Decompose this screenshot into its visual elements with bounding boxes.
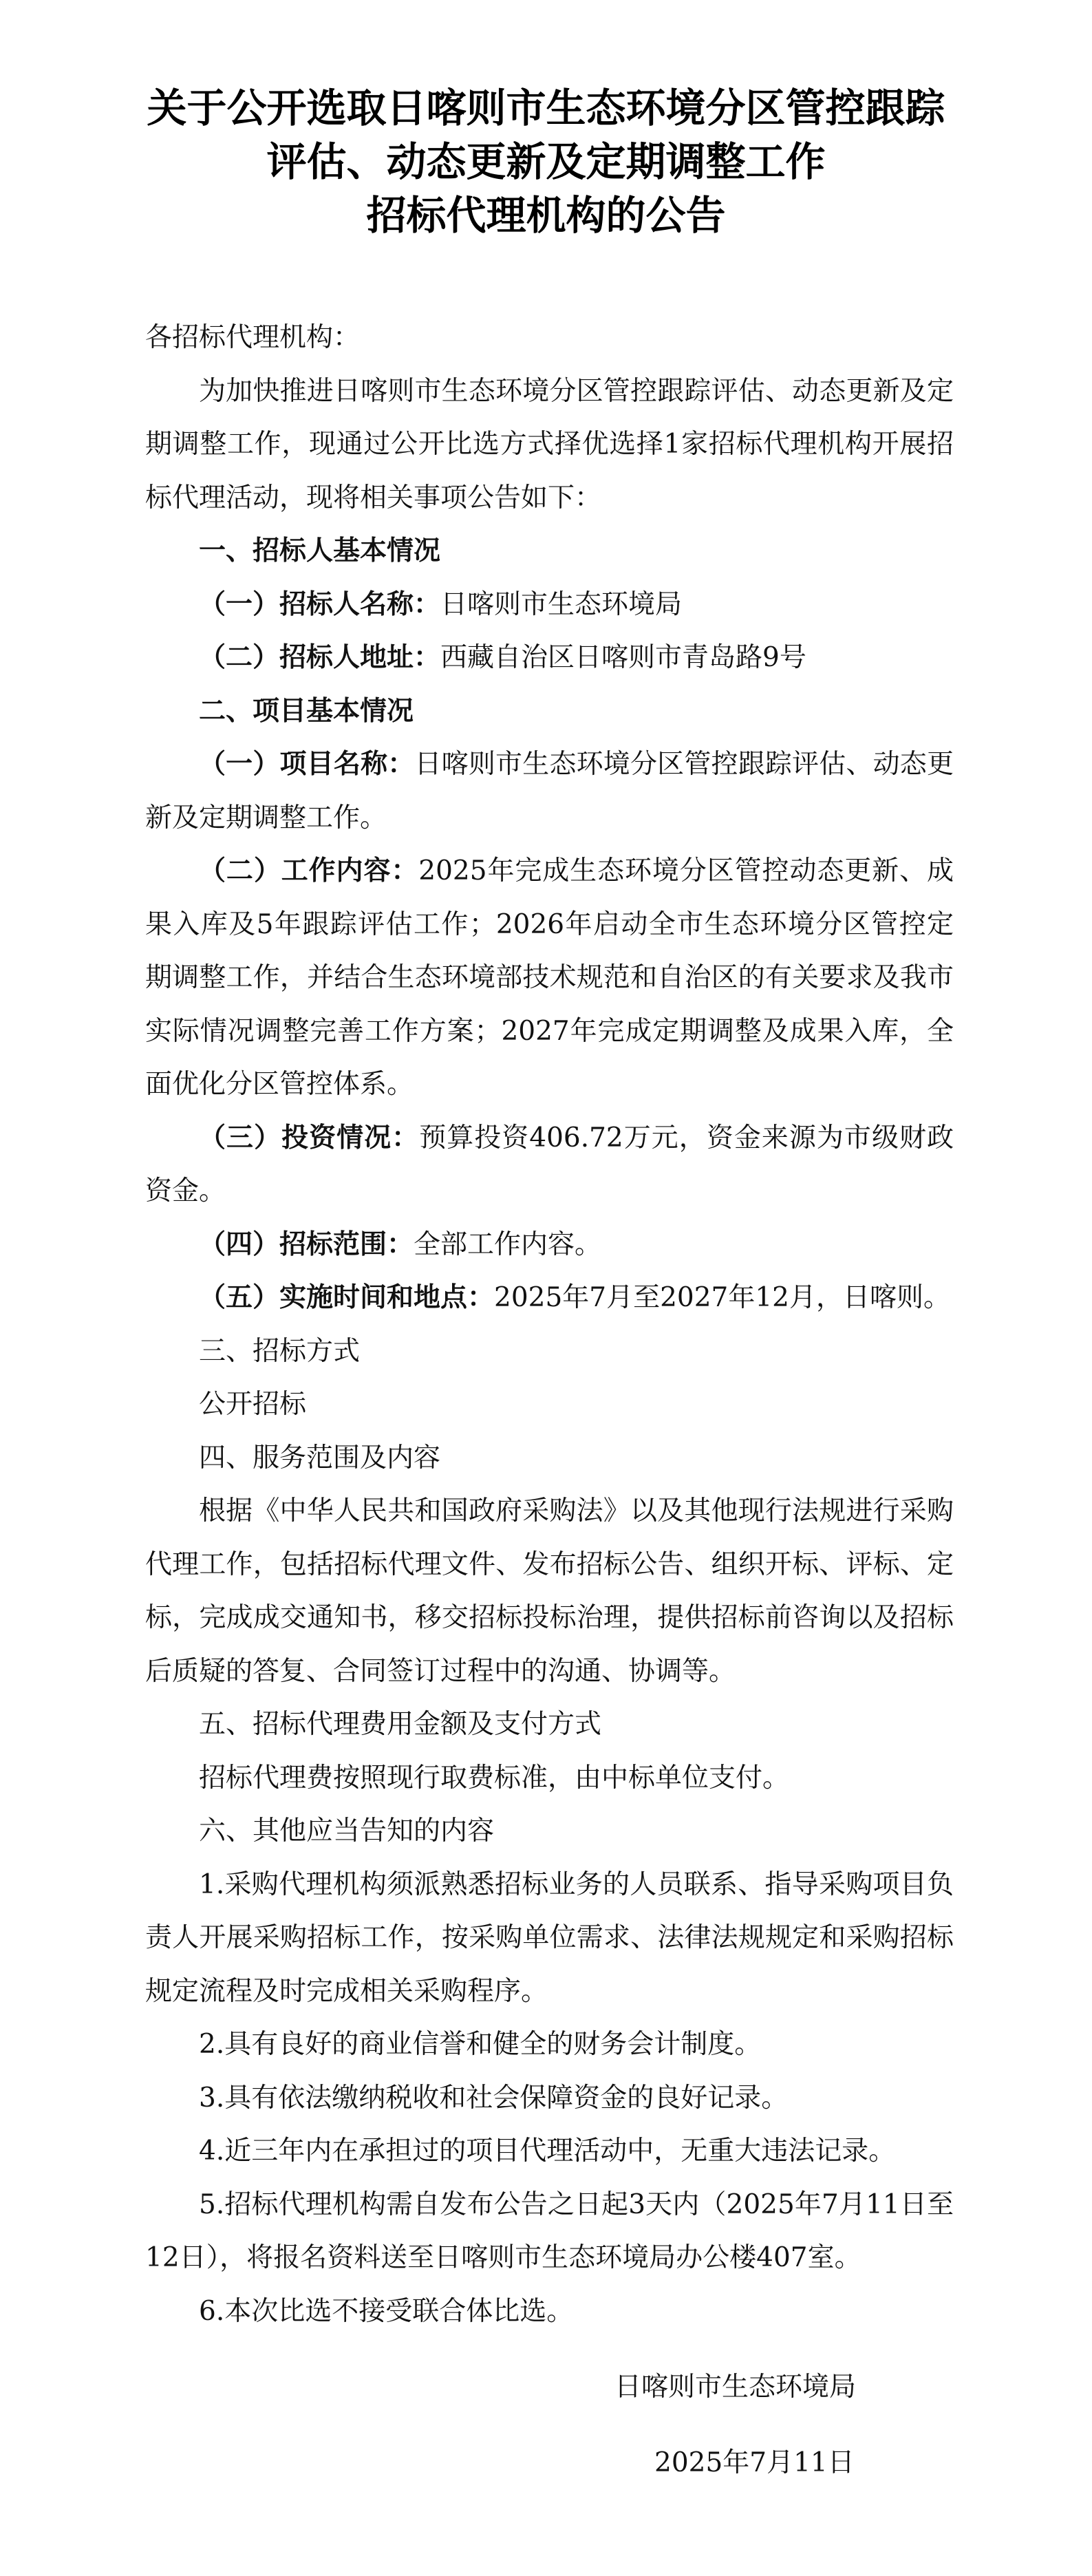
tenderer-address-label: （二）招标人地址： [199, 641, 441, 673]
signature-organization: 日喀则市生态环境局 [614, 2372, 857, 2403]
title-line-2: 评估、动态更新及定期调整工作 [266, 138, 826, 185]
tenderer-name [145, 578, 954, 632]
work-content-value: 2025年完成生态环境分区管控动态更新、成果入库及5年跟踪评估工作；2026年启动全市生态环境分区管控定期调整工作，并结合生态环境部技术规范和自治区的有关要求及我市实际情况调整完善工作方案；2027年完成定期调整及成果入库，全面优化分区管控体系。 [145, 855, 954, 1100]
notice-item-4: 4.近三年内在承担过的项目代理活动中，无重大违法记录。 [199, 2136, 896, 2167]
notice-item-2: 2.具有良好的商业信誉和健全的财务会计制度。 [199, 2029, 762, 2060]
work-content [145, 844, 954, 1111]
salutation: 各招标代理机构： [145, 322, 361, 353]
investment [145, 1111, 954, 1218]
tenderer-name-value: 日喀则市生态环境局 [440, 588, 683, 620]
time-and-place-value: 2025年7月至2027年12月，日喀则。 [494, 1282, 950, 1313]
tenderer-address-value: 西藏自治区日喀则市青岛路9号 [440, 642, 806, 673]
project-name-value: 日喀则市生态环境分区管控跟踪评估、动态更新及定期调整工作。 [145, 749, 954, 833]
section-4-heading: 四、服务范围及内容 [199, 1442, 441, 1473]
project-name-label: （一）项目名称： [199, 748, 415, 780]
title-line-3: 招标代理机构的公告 [366, 192, 726, 239]
section-1-heading: 一、招标人基本情况 [199, 535, 441, 566]
notice-item-6: 6.本次比选不接受联合体比选。 [199, 2295, 574, 2327]
section-4-body: 根据《中华人民共和国政府采购法》以及其他现行法规进行采购代理工作，包括招标代理文件、发布招标公告、组织开标、评标、定标，完成成交通知书，移交招标投标治理，提供招标前咨询以及招标后质疑的答复、合同签订过程中的沟通、协调等。 [145, 1495, 954, 1687]
tender-scope-label: （四）招标范围： [199, 1228, 414, 1260]
investment-label: （三）投资情况： [199, 1121, 420, 1153]
section-6-heading: 六、其他应当告知的内容 [199, 1816, 495, 1846]
tenderer-name-label: （一）招标人名称： [199, 588, 441, 620]
section-3-body: 公开招标 [199, 1389, 307, 1420]
notice-item-5: 5.招标代理机构需自发布公告之日起3天内（2025年7月11日至12日），将报名资料送至日喀则市生态环境局办公楼407室。 [145, 2189, 954, 2273]
investment-value: 预算投资406.72万元，资金来源为市级财政资金。 [145, 1122, 954, 1206]
section-5-heading: 五、招标代理费用金额及支付方式 [199, 1709, 602, 1740]
notice-item-3: 3.具有依法缴纳税收和社会保障资金的良好记录。 [199, 2082, 789, 2114]
project-name [145, 738, 954, 844]
tender-scope [145, 1218, 954, 1272]
tender-scope-value: 全部工作内容。 [414, 1228, 602, 1260]
signature-date: 2025年7月11日 [654, 2447, 855, 2478]
title-line-1: 关于公开选取日喀则市生态环境分区管控跟踪 [147, 85, 945, 131]
document-title [0, 81, 1092, 242]
intro-paragraph: 为加快推进日喀则市生态环境分区管控跟踪评估、动态更新及定期调整工作，现通过公开比选方式择优选择1家招标代理机构开展招标代理活动，现将相关事项公告如下： [145, 375, 954, 513]
section-5-body: 招标代理费按照现行取费标准，由中标单位支付。 [199, 1762, 790, 1793]
document-body [145, 311, 954, 2338]
section-3-heading: 三、招标方式 [199, 1335, 361, 1367]
time-and-place-label: （五）实施时间和地点： [199, 1281, 495, 1313]
notice-item-1: 1.采购代理机构须派熟悉招标业务的人员联系、指导采购项目负责人开展采购招标工作，按采购单位需求、法律法规规定和采购招标规定流程及时完成相关采购程序。 [145, 1869, 954, 2007]
work-content-label: （二）工作内容： [199, 855, 419, 886]
tenderer-address [145, 631, 954, 685]
section-2-heading: 二、项目基本情况 [199, 694, 414, 727]
time-and-place [145, 1271, 954, 1325]
